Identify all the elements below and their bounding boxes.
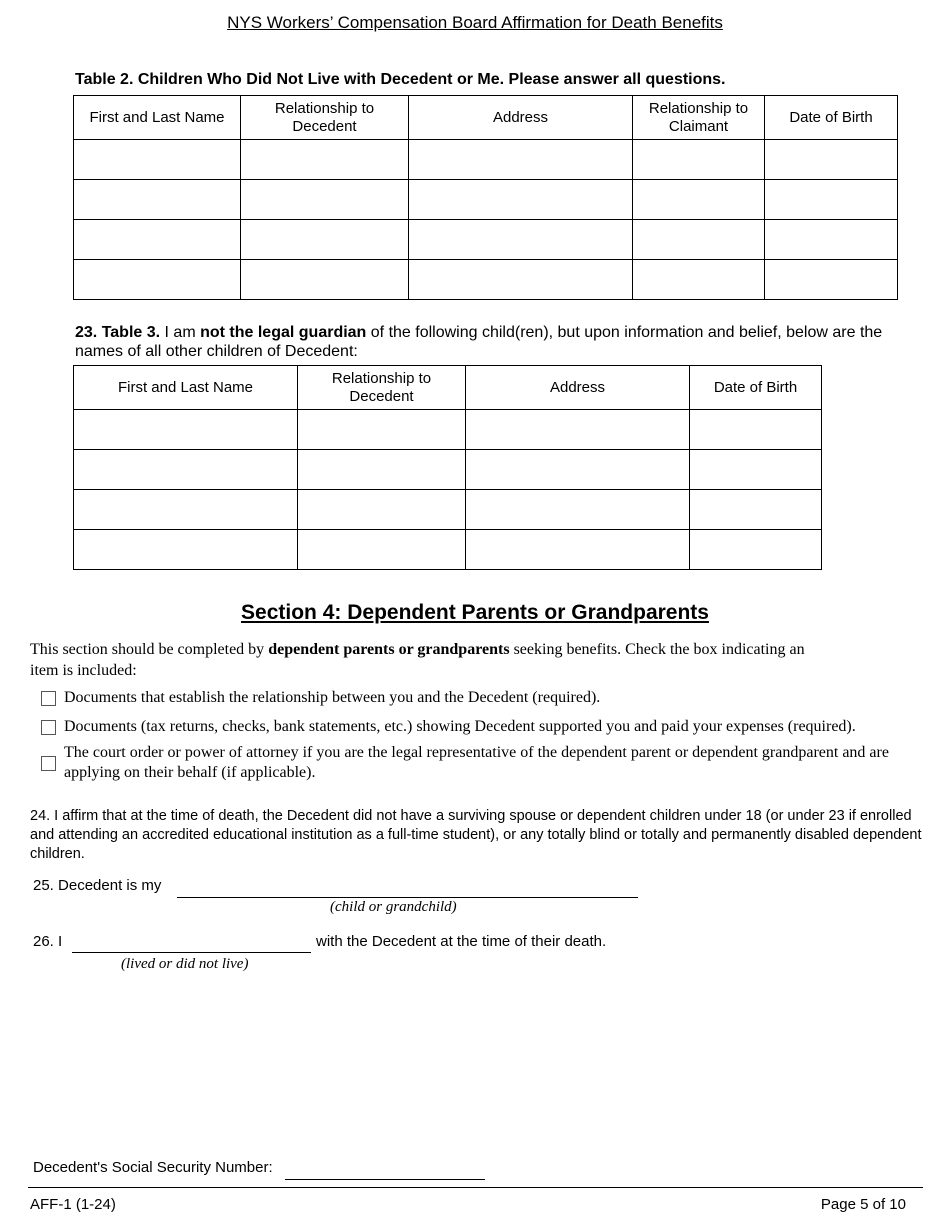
section4-intro-pre: This section should be completed by xyxy=(30,641,269,658)
table2-col-name: First and Last Name xyxy=(74,96,241,140)
table2-cell[interactable] xyxy=(74,260,241,300)
table3-cell[interactable] xyxy=(690,450,822,490)
table3-col-relationship-decedent: Relationship to Decedent xyxy=(298,366,466,410)
table2-col-relationship-claimant: Relationship to Claimant xyxy=(633,96,765,140)
decedent-relationship-field[interactable] xyxy=(177,897,638,898)
table2-cell[interactable] xyxy=(409,140,633,180)
page-header-title: NYS Workers’ Compensation Board Affirmation for Death Benefits xyxy=(227,13,723,32)
table2-cell[interactable] xyxy=(765,220,898,260)
table3-heading-pre: I am xyxy=(160,324,201,341)
table-row xyxy=(74,490,822,530)
ssn-label: Decedent's Social Security Number: xyxy=(33,1159,273,1176)
ssn-field[interactable] xyxy=(285,1179,485,1180)
question-26-label: 26. I xyxy=(33,933,63,950)
table2-cell[interactable] xyxy=(633,260,765,300)
table3-cell[interactable] xyxy=(298,490,466,530)
question-26-hint: (lived or did not live) xyxy=(121,956,249,972)
table-row xyxy=(74,140,898,180)
table2-col-dob: Date of Birth xyxy=(765,96,898,140)
table3-col-address: Address xyxy=(466,366,690,410)
table2-cell[interactable] xyxy=(409,260,633,300)
form-id: AFF-1 (1-24) xyxy=(30,1196,116,1213)
table-row xyxy=(74,180,898,220)
table2-cell[interactable] xyxy=(74,180,241,220)
table2-cell[interactable] xyxy=(74,140,241,180)
table3-heading-post: of the following child(ren), but upon information and belief, below are the names of all other children of Decedent: xyxy=(75,324,883,360)
table3-cell[interactable] xyxy=(466,410,690,450)
question-25-label: 25. Decedent is my xyxy=(33,877,162,894)
checklist-item-label: Documents that establish the relationship between you and the Decedent (required). xyxy=(64,689,601,706)
table2-cell[interactable] xyxy=(765,180,898,220)
checklist-item-label: Documents (tax returns, checks, bank statements, etc.) showing Decedent supported you and paid your expenses (required). xyxy=(64,718,856,735)
table2-cell[interactable] xyxy=(633,140,765,180)
table2-cell[interactable] xyxy=(633,220,765,260)
table3-cell[interactable] xyxy=(74,410,298,450)
table3-cell[interactable] xyxy=(74,530,298,570)
support-docs-checkbox[interactable] xyxy=(41,720,56,735)
table3-cell[interactable] xyxy=(466,450,690,490)
table-row xyxy=(74,530,822,570)
table3-col-name: First and Last Name xyxy=(74,366,298,410)
table3-cell[interactable] xyxy=(690,490,822,530)
table3-cell[interactable] xyxy=(690,530,822,570)
checklist-item-court-order xyxy=(41,743,911,783)
table2-cell[interactable] xyxy=(241,140,409,180)
checklist-item-label: The court order or power of attorney if you are the legal representative of the dependent parent or dependent grandparent and are applying on their behalf (if applicable). xyxy=(64,744,889,781)
table3-cell[interactable] xyxy=(74,450,298,490)
table-row xyxy=(74,260,898,300)
table3-cell[interactable] xyxy=(466,490,690,530)
section4-intro-bold: dependent parents or grandparents xyxy=(268,641,510,658)
table-row xyxy=(74,220,898,260)
checklist-item-relationship-docs xyxy=(41,688,921,708)
table2-col-address: Address xyxy=(409,96,633,140)
table3-heading xyxy=(75,323,925,361)
table3-col-dob: Date of Birth xyxy=(690,366,822,410)
section4-intro xyxy=(30,639,810,681)
table3-cell[interactable] xyxy=(690,410,822,450)
section4-title: Section 4: Dependent Parents or Grandparents xyxy=(241,601,709,624)
table3 xyxy=(73,365,822,570)
table3-heading-bold: not the legal guardian xyxy=(200,324,367,341)
table2-cell[interactable] xyxy=(241,260,409,300)
table2 xyxy=(73,95,898,300)
lived-with-decedent-field[interactable] xyxy=(72,952,311,953)
table2-cell[interactable] xyxy=(241,220,409,260)
page-number: Page 5 of 10 xyxy=(820,1196,906,1213)
table3-cell[interactable] xyxy=(298,450,466,490)
table3-header-row xyxy=(74,366,822,410)
checklist-item-support-docs xyxy=(41,717,921,737)
table2-cell[interactable] xyxy=(241,180,409,220)
section4-intro-post: seeking benefits. Check the box indicating an item is included: xyxy=(30,641,805,679)
table2-cell[interactable] xyxy=(765,140,898,180)
table2-heading: Table 2. Children Who Did Not Live with Decedent or Me. Please answer all questions. xyxy=(75,71,726,88)
table2-header-row xyxy=(74,96,898,140)
table-row xyxy=(74,450,822,490)
table2-cell[interactable] xyxy=(765,260,898,300)
table3-cell[interactable] xyxy=(466,530,690,570)
footer-divider xyxy=(28,1187,923,1188)
table2-cell[interactable] xyxy=(633,180,765,220)
table2-cell[interactable] xyxy=(409,180,633,220)
question-24-affirmation: 24. I affirm that at the time of death, the Decedent did not have a surviving spouse or dependent children under 18 (or under 23 if enrolled and attending an accredited educational institution as a full-time student), or any totally blind or totally and permanently disabled dependent children. xyxy=(30,808,922,862)
table3-cell[interactable] xyxy=(74,490,298,530)
table3-heading-number: 23. Table 3. xyxy=(75,324,161,341)
relationship-docs-checkbox[interactable] xyxy=(41,691,56,706)
table3-cell[interactable] xyxy=(298,530,466,570)
table2-cell[interactable] xyxy=(409,220,633,260)
table3-cell[interactable] xyxy=(298,410,466,450)
question-25-hint: (child or grandchild) xyxy=(330,899,457,915)
court-order-checkbox[interactable] xyxy=(41,756,56,771)
table-row xyxy=(74,410,822,450)
table2-cell[interactable] xyxy=(74,220,241,260)
table2-col-relationship-decedent: Relationship to Decedent xyxy=(241,96,409,140)
question-26-after: with the Decedent at the time of their death. xyxy=(316,933,607,950)
